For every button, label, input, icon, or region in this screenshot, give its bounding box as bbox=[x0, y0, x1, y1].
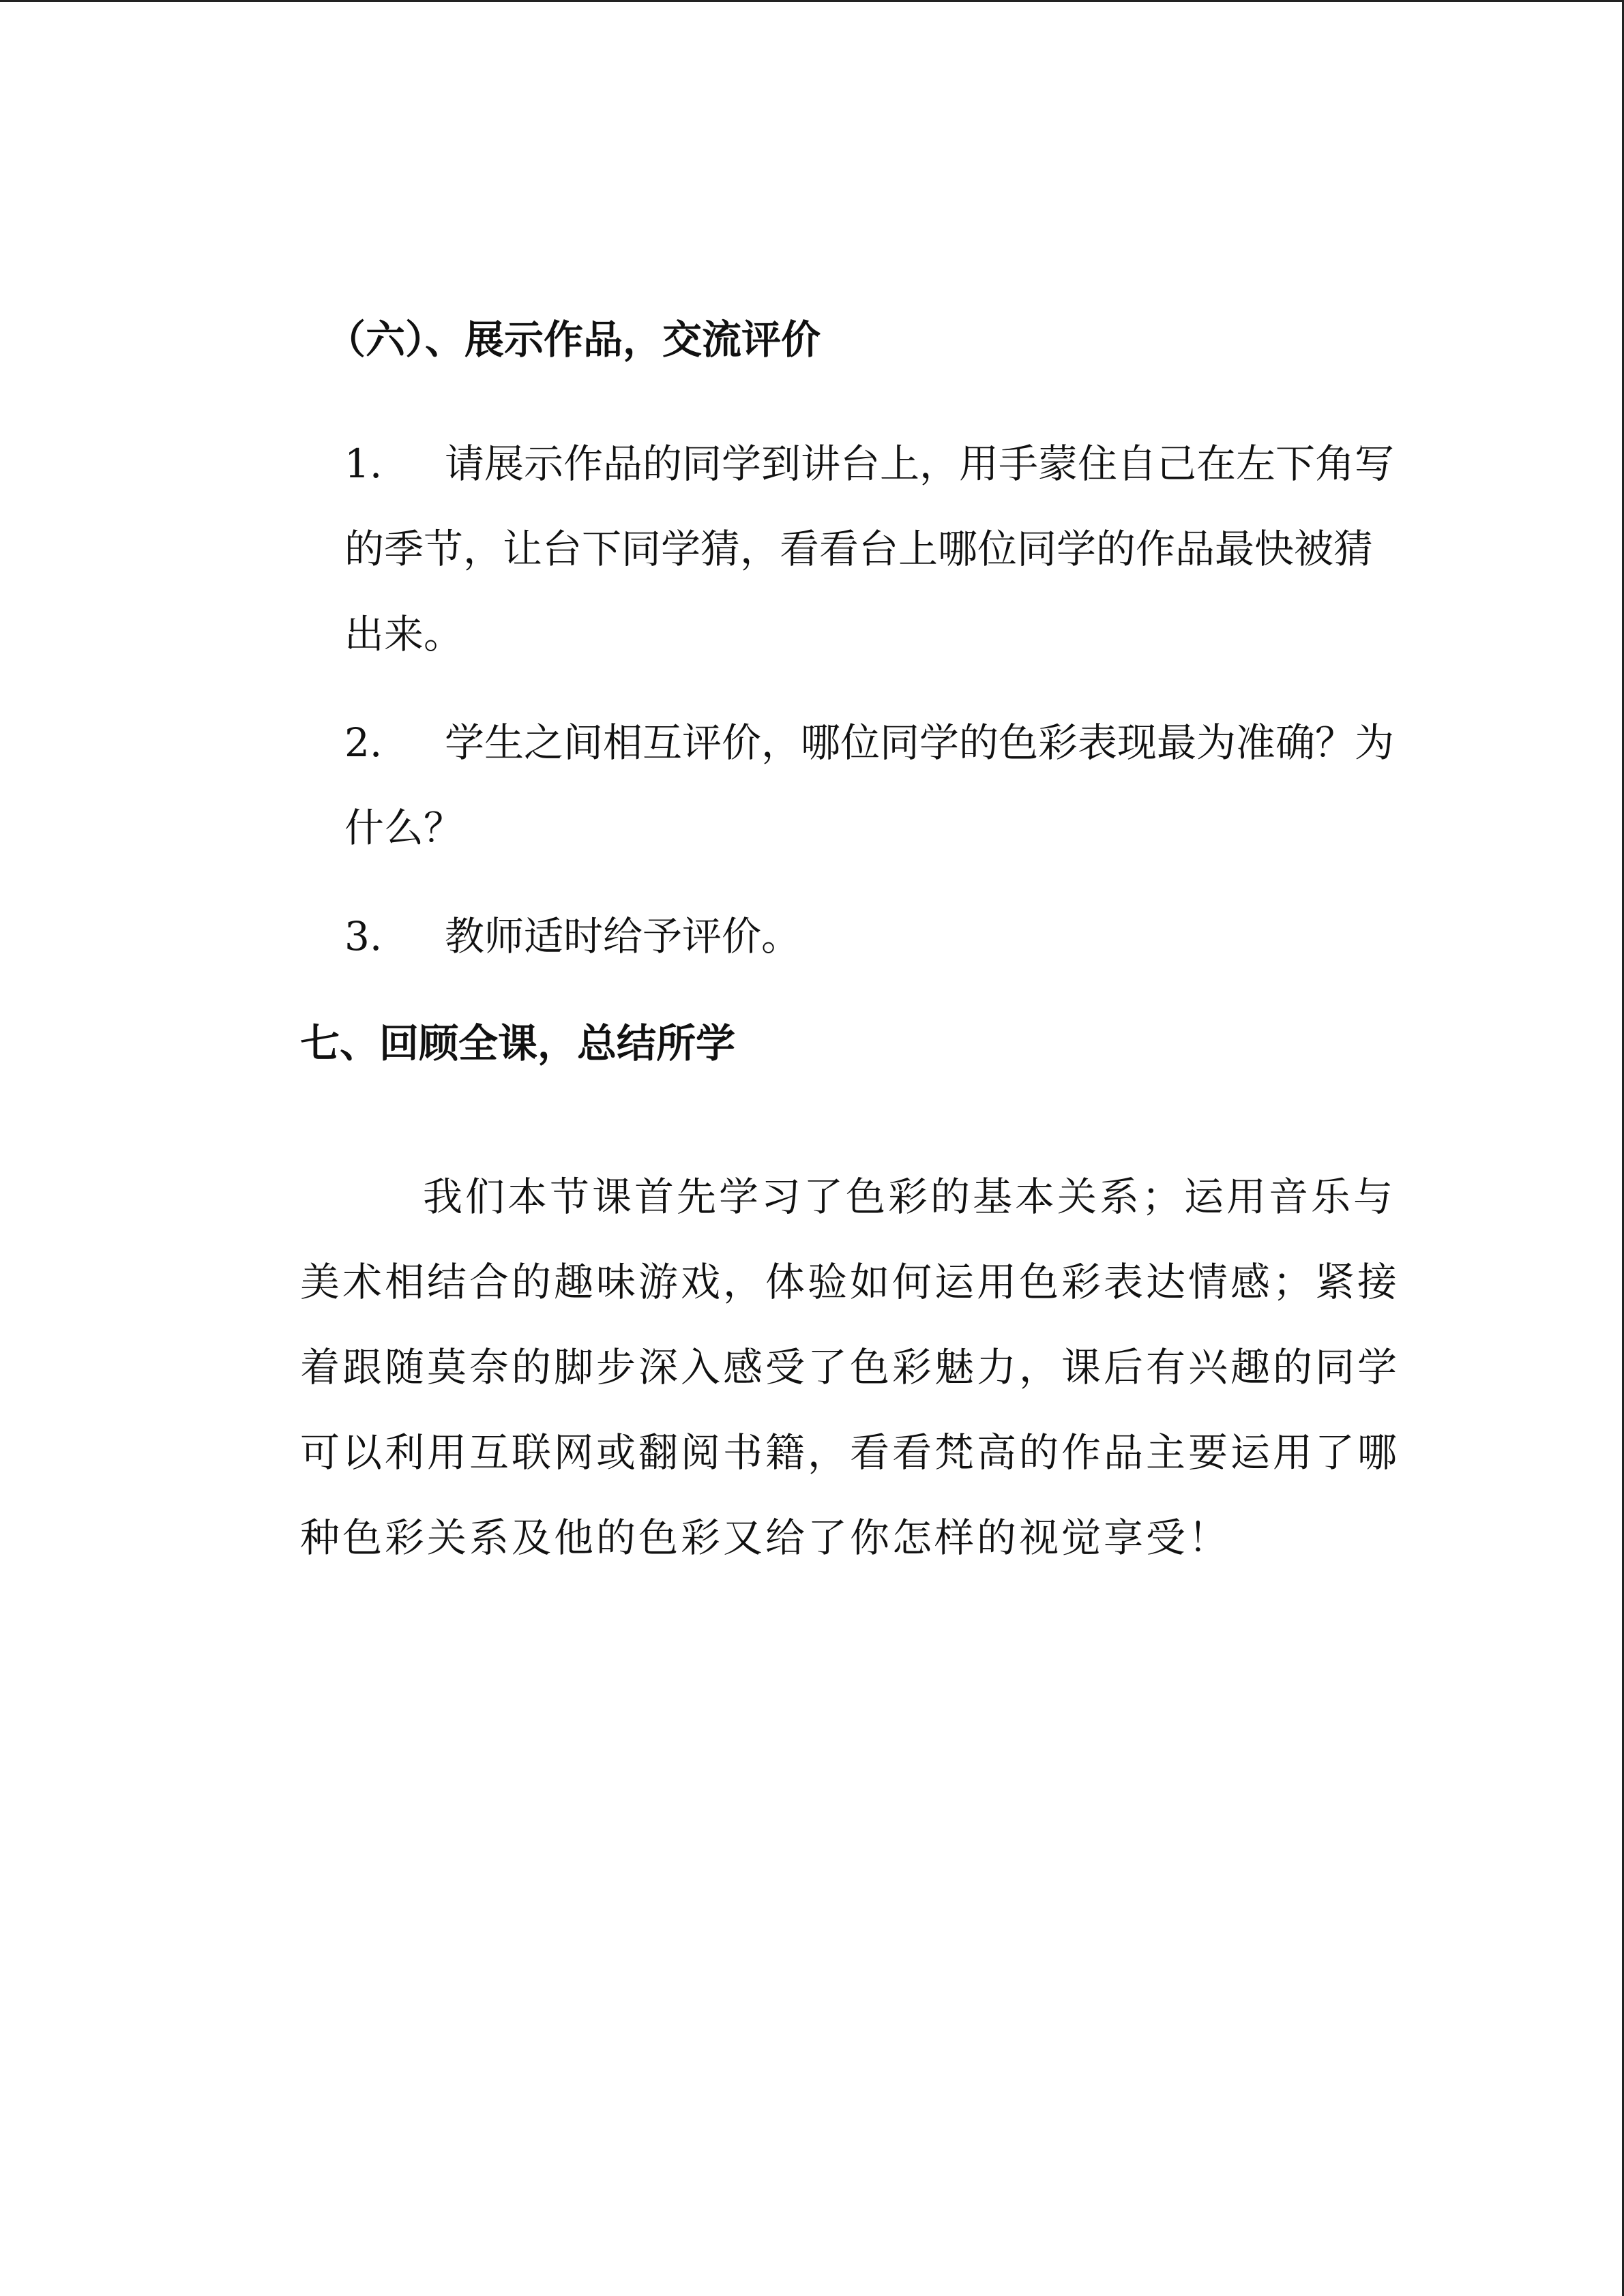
list-item-number: 3. bbox=[344, 913, 383, 959]
list-item-number: 2. bbox=[344, 719, 383, 766]
section-six-heading: （六）、展示作品，交流评价 bbox=[326, 316, 821, 363]
list-item-text: 请展示作品的同学到讲台上，用手蒙住自己在左下角写的季节，让台下同学猜，看看台上哪位同学的作品最快被猜出来。 bbox=[344, 441, 1395, 657]
list-item-number: 1. bbox=[344, 441, 383, 487]
section-seven-heading: 七、回顾全课，总结所学 bbox=[300, 1020, 736, 1067]
list-item bbox=[344, 700, 1408, 871]
list-item-text: 学生之间相互评价，哪位同学的色彩表现最为准确？为什么？ bbox=[344, 719, 1395, 851]
list-item-text: 教师适时给予评价。 bbox=[445, 913, 801, 959]
evaluation-steps-list bbox=[344, 421, 1408, 1002]
list-item bbox=[344, 421, 1408, 677]
summary-paragraph: 我们本节课首先学习了色彩的基本关系；运用音乐与美术相结合的趣味游戏，体验如何运用色彩表达情感；紧接着跟随莫奈的脚步深入感受了色彩魅力，课后有兴趣的同学可以利用互联网或翻阅书籍，看看梵高的作品主要运用了哪种色彩关系及他的色彩又给了你怎样的视觉享受！ bbox=[300, 1174, 1400, 1561]
list-item bbox=[344, 894, 1408, 979]
